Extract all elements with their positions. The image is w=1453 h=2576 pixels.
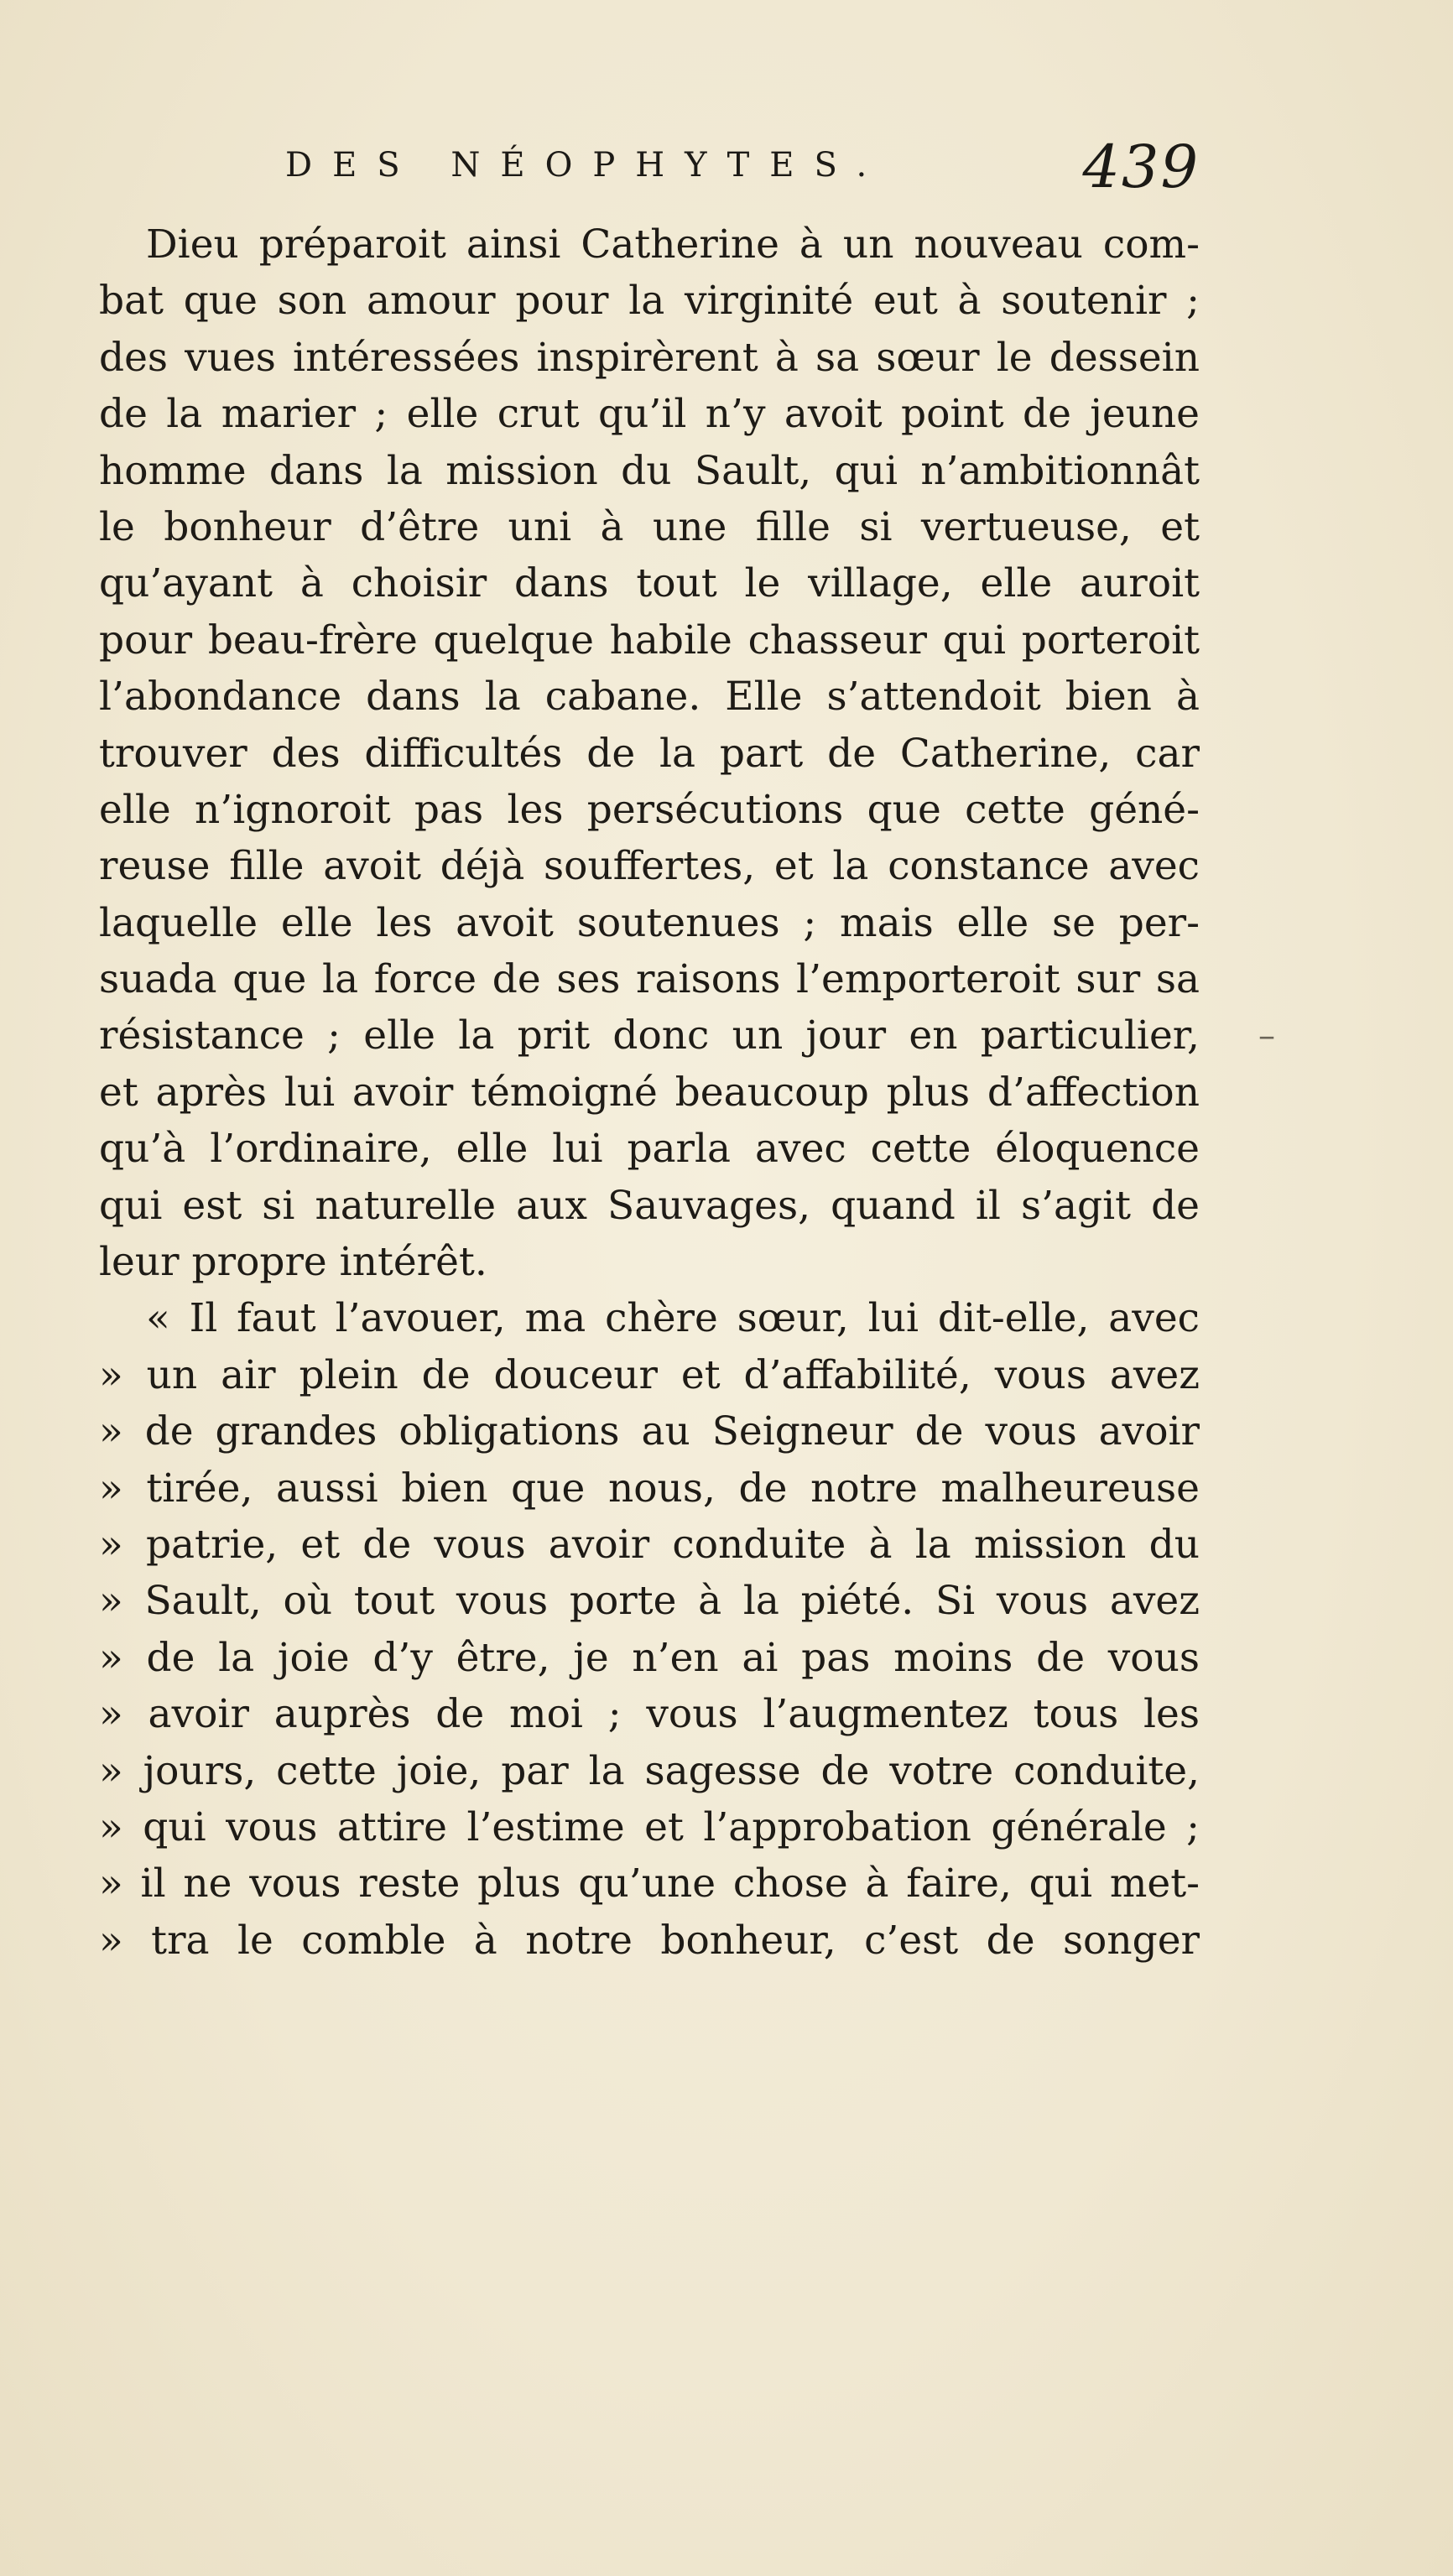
text-line: suada que la force de ses raisons l’emporteroit sur sa xyxy=(99,956,1200,1003)
quote-line: » avoir auprès de moi ; vous l’augmentez tous les xyxy=(99,1691,1200,1738)
text-line: qu’ayant à choisir dans tout le village, elle auroit xyxy=(99,560,1200,607)
text-line: résistance ; elle la prit donc un jour en particulier, xyxy=(99,1012,1200,1059)
quote-line: » jours, cette joie, par la sagesse de votre conduite, xyxy=(99,1747,1200,1794)
text-line: leur propre intérêt. xyxy=(99,1239,487,1286)
text-line: pour beau-frère quelque habile chasseur qui porteroit xyxy=(99,617,1200,664)
margin-mark: – xyxy=(1258,1017,1275,1055)
text-line: trouver des difficultés de la part de Catherine, car xyxy=(99,730,1200,777)
quote-line: » patrie, et de vous avoir conduite à la mission du xyxy=(99,1521,1200,1568)
text-line: Dieu préparoit ainsi Catherine à un nouveau com- xyxy=(146,221,1200,268)
text-line: l’abondance dans la cabane. Elle s’attendoit bien à xyxy=(99,674,1200,721)
text-line: le bonheur d’être uni à une fille si vertueuse, et xyxy=(99,503,1200,550)
text-line: des vues intéressées inspirèrent à sa sœur le dessein xyxy=(99,334,1200,381)
text-line: bat que son amour pour la virginité eut à soutenir ; xyxy=(99,278,1200,325)
quote-line: » tirée, aussi bien que nous, de notre malheureuse xyxy=(99,1465,1200,1512)
text-line: homme dans la mission du Sault, qui n’ambitionnât xyxy=(99,447,1200,494)
quote-line: » Sault, où tout vous porte à la piété. Si vous avez xyxy=(99,1578,1200,1625)
text-line: qu’à l’ordinaire, elle lui parla avec cette éloquence xyxy=(99,1126,1200,1173)
quote-line: » de la joie d’y être, je n’en ai pas moins de vous xyxy=(99,1634,1200,1681)
page-number: 439 xyxy=(1082,133,1200,201)
quote-line: » tra le comble à notre bonheur, c’est de songer xyxy=(99,1917,1200,1964)
body-text xyxy=(99,216,1200,1969)
quote-line: » qui vous attire l’estime et l’approbation générale ; xyxy=(99,1803,1200,1850)
text-line: laquelle elle les avoit soutenues ; mais elle se per- xyxy=(99,899,1200,946)
page-header xyxy=(277,133,1200,208)
text-line: reuse fille avoit déjà souffertes, et la constance avec xyxy=(99,843,1200,890)
text-line: de la marier ; elle crut qu’il n’y avoit point de jeune xyxy=(99,391,1200,438)
quote-line: » de grandes obligations au Seigneur de vous avoir xyxy=(99,1408,1200,1455)
text-line: elle n’ignoroit pas les persécutions que cette géné- xyxy=(99,786,1200,833)
quote-line: » il ne vous reste plus qu’une chose à faire, qui met- xyxy=(99,1860,1200,1907)
quote-line: « Il faut l’avouer, ma chère sœur, lui dit-elle, avec xyxy=(146,1295,1200,1342)
text-line: et après lui avoir témoigné beaucoup plus d’affection xyxy=(99,1069,1200,1116)
text-line: qui est si naturelle aux Sauvages, quand il s’agit de xyxy=(99,1182,1200,1229)
quote-line: » un air plein de douceur et d’affabilité, vous avez xyxy=(99,1351,1200,1398)
running-head: DES NÉOPHYTES. xyxy=(285,146,888,185)
